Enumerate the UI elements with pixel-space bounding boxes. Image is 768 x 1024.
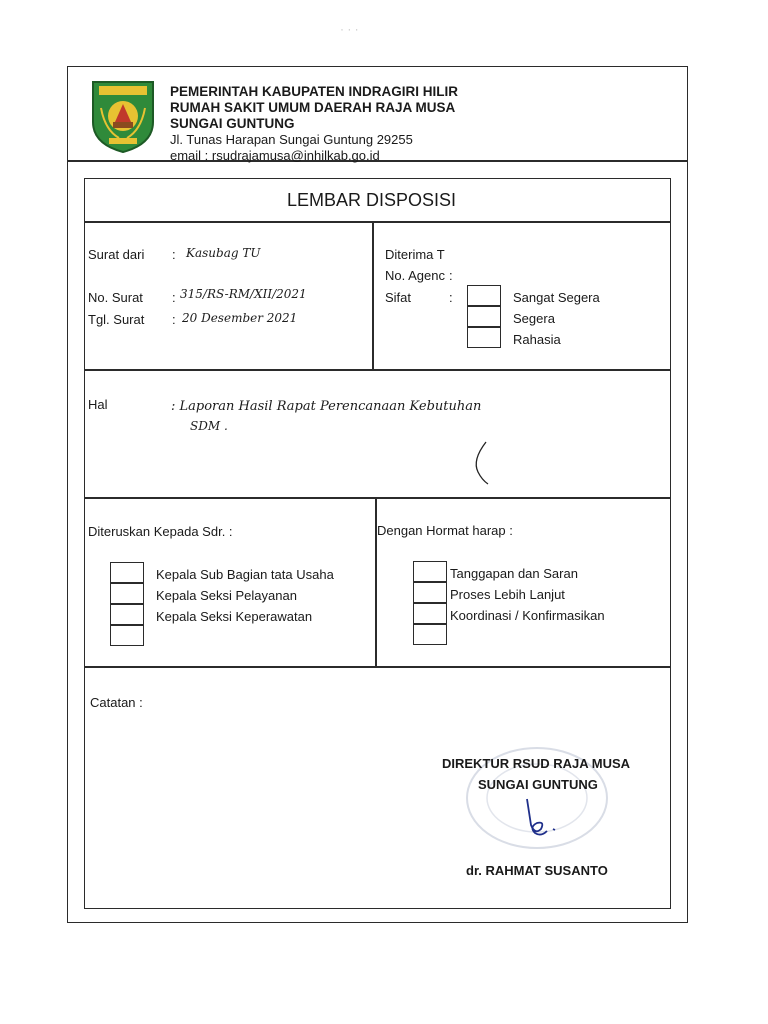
diteruskan-checkbox-2[interactable]: [110, 583, 144, 604]
tgl-surat-colon: :: [172, 312, 176, 327]
signer-title-line2: SUNGAI GUNTUNG: [478, 777, 598, 792]
city-line: SUNGAI GUNTUNG: [170, 116, 295, 131]
diteruskan-checkbox-1[interactable]: [110, 562, 144, 583]
hormat-option-proses: Proses Lebih Lanjut: [450, 587, 565, 602]
no-surat-label: No. Surat: [88, 290, 143, 305]
gov-line: PEMERINTAH KABUPATEN INDRAGIRI HILIR: [170, 84, 458, 99]
diterima-label: Diterima T: [385, 247, 445, 262]
hormat-option-koordinasi: Koordinasi / Konfirmasikan: [450, 608, 605, 623]
signer-name: dr. RAHMAT SUSANTO: [466, 863, 608, 878]
hormat-checkbox-3[interactable]: [413, 603, 447, 624]
hormat-checkbox-1[interactable]: [413, 561, 447, 582]
form-title: LEMBAR DISPOSISI: [287, 190, 457, 210]
sifat-checkbox-rahasia[interactable]: [467, 327, 501, 348]
hal-value-line1: : Laporan Hasil Rapat Perencanaan Kebutuhan: [171, 399, 482, 414]
surat-dari-colon: :: [172, 247, 176, 262]
regency-logo: [89, 78, 157, 154]
signer-title-line1: DIREKTUR RSUD RAJA MUSA: [442, 756, 631, 771]
sifat-option-sangat-segera: Sangat Segera: [513, 290, 600, 305]
catatan-label: Catatan :: [90, 695, 143, 710]
hormat-checkbox-4[interactable]: [413, 624, 447, 645]
pen-mark: [470, 440, 494, 491]
sifat-colon: :: [449, 290, 453, 305]
address-line: Jl. Tunas Harapan Sungai Guntung 29255: [170, 132, 413, 147]
hormat-checkbox-2[interactable]: [413, 582, 447, 603]
section3-bottom-divider: [85, 666, 670, 668]
no-agenda-label: No. Agenc: [385, 268, 445, 283]
diteruskan-checkbox-4[interactable]: [110, 625, 144, 646]
section1-bottom-divider: [85, 369, 670, 371]
hormat-label: Dengan Hormat harap :: [377, 523, 513, 538]
section1-vertical-divider: [372, 221, 374, 370]
tgl-surat-value: 20 Desember 2021: [182, 311, 298, 325]
sifat-label: Sifat: [385, 290, 412, 305]
hal-value-line2: SDM .: [190, 419, 228, 433]
diteruskan-option-pelayanan: Kepala Seksi Pelayanan: [156, 588, 297, 603]
diteruskan-option-keperawatan: Kepala Seksi Keperawatan: [156, 609, 313, 624]
surat-dari-label: Surat dari: [88, 247, 145, 262]
hospital-line: RUMAH SAKIT UMUM DAERAH RAJA MUSA: [170, 100, 456, 115]
hormat-option-tanggapan: Tanggapan dan Saran: [450, 566, 578, 581]
sifat-checkbox-segera[interactable]: [467, 306, 501, 327]
sifat-checkbox-sangat-segera[interactable]: [467, 285, 501, 306]
sifat-option-segera: Segera: [513, 311, 555, 326]
director-signature: [515, 795, 565, 846]
no-surat-value: 315/RS-RM/XII/2021: [180, 287, 307, 301]
diteruskan-checkbox-3[interactable]: [110, 604, 144, 625]
scan-mark: · · ·: [340, 22, 359, 36]
no-agenda-colon: :: [449, 268, 453, 283]
tgl-surat-label: Tgl. Surat: [88, 312, 145, 327]
section2-bottom-divider: [85, 497, 670, 499]
email-line: email : rsudrajamusa@inhilkab.go.id: [170, 148, 380, 163]
hal-label: Hal: [88, 397, 108, 412]
surat-dari-value: Kasubag TU: [186, 246, 261, 260]
sifat-option-rahasia: Rahasia: [513, 332, 561, 347]
diteruskan-option-kasubag: Kepala Sub Bagian tata Usaha: [156, 567, 334, 582]
no-surat-colon: :: [172, 290, 176, 305]
title-divider: [85, 221, 670, 223]
diteruskan-label: Diteruskan Kepada Sdr. :: [88, 524, 233, 539]
